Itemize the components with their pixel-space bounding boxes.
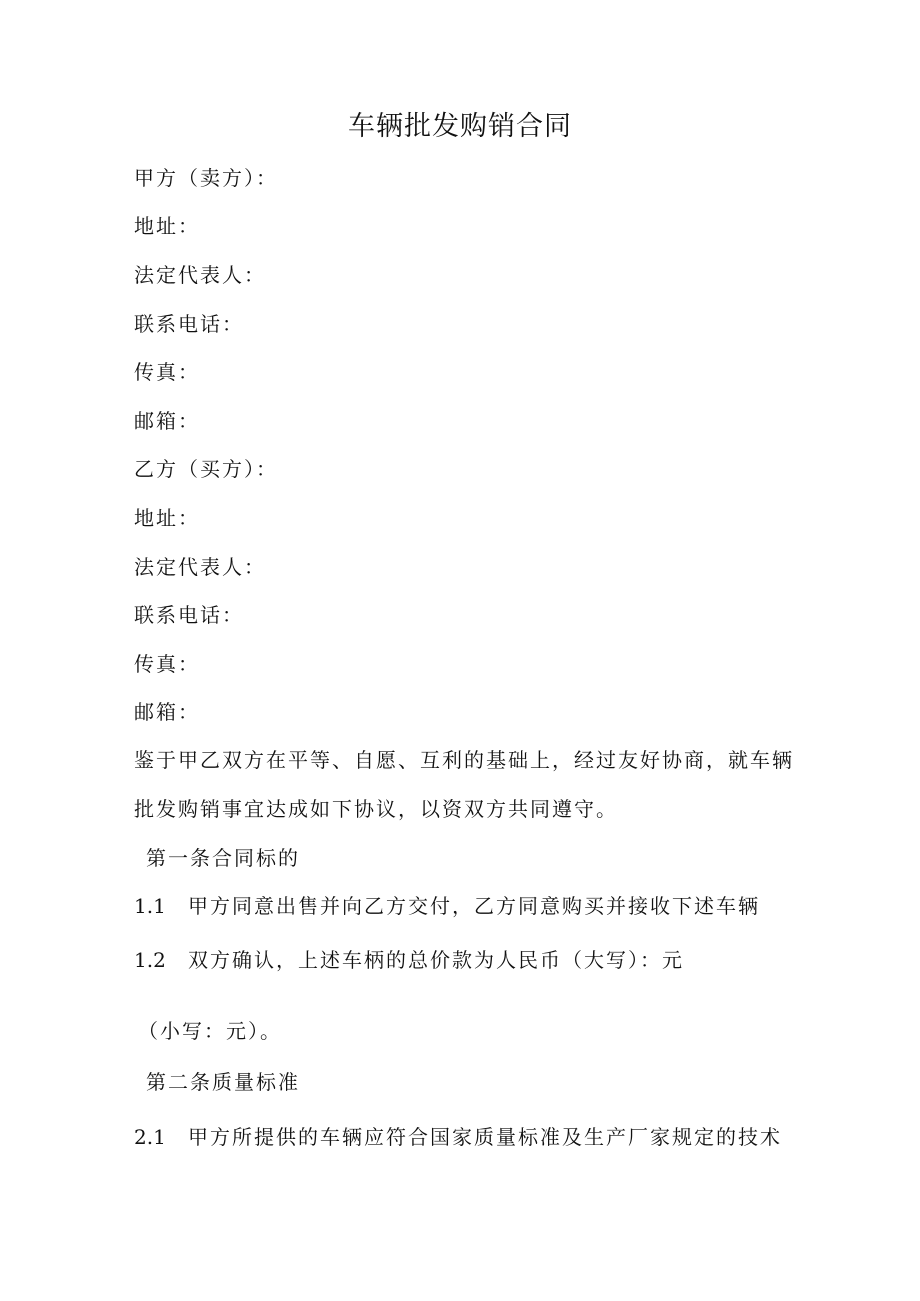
clause-2-1 bbox=[134, 1121, 782, 1150]
party-a-address: 地址： bbox=[134, 214, 200, 238]
party-b-heading: 乙方（买方）： bbox=[134, 457, 278, 481]
party-b-address: 地址： bbox=[134, 506, 200, 530]
clause-1-2-continuation: （小写：元）。 bbox=[138, 1019, 282, 1043]
clause-1-1 bbox=[134, 890, 760, 919]
clause-text: 双方确认，上述车柄的总价款为人民币（大写）：元 bbox=[188, 948, 684, 972]
party-a-heading: 甲方（卖方）： bbox=[134, 166, 278, 190]
clause-text: 甲方所提供的车辆应符合国家质量标准及生产厂家规定的技术 bbox=[188, 1125, 782, 1149]
party-b-phone: 联系电话： bbox=[134, 603, 244, 627]
clause-number: 2.1 bbox=[134, 1125, 166, 1149]
party-a-phone: 联系电话： bbox=[134, 312, 244, 336]
preamble-line-1: 鉴于甲乙双方在平等、自愿、互利的基础上，经过友好协商，就车辆 bbox=[134, 748, 794, 772]
party-b-fax: 传真： bbox=[134, 652, 200, 676]
party-b-email: 邮箱： bbox=[134, 700, 200, 724]
article-1-heading: 第一条合同标的 bbox=[146, 846, 300, 870]
preamble-line-2: 批发购销事宜达成如下协议，以资双方共同遵守。 bbox=[134, 797, 618, 821]
clause-number: 1.1 bbox=[134, 894, 166, 918]
party-a-fax: 传真： bbox=[134, 360, 200, 384]
clause-text: 甲方同意出售并向乙方交付，乙方同意购买并接收下述车辆 bbox=[188, 894, 760, 918]
document-title: 车辆批发购销合同 bbox=[348, 111, 572, 142]
clause-number: 1.2 bbox=[134, 948, 166, 972]
clause-1-2 bbox=[134, 944, 684, 973]
article-2-heading: 第二条质量标准 bbox=[146, 1070, 300, 1094]
party-b-legal-rep: 法定代表人： bbox=[134, 555, 266, 579]
party-a-legal-rep: 法定代表人： bbox=[134, 263, 266, 287]
party-a-email: 邮箱： bbox=[134, 409, 200, 433]
